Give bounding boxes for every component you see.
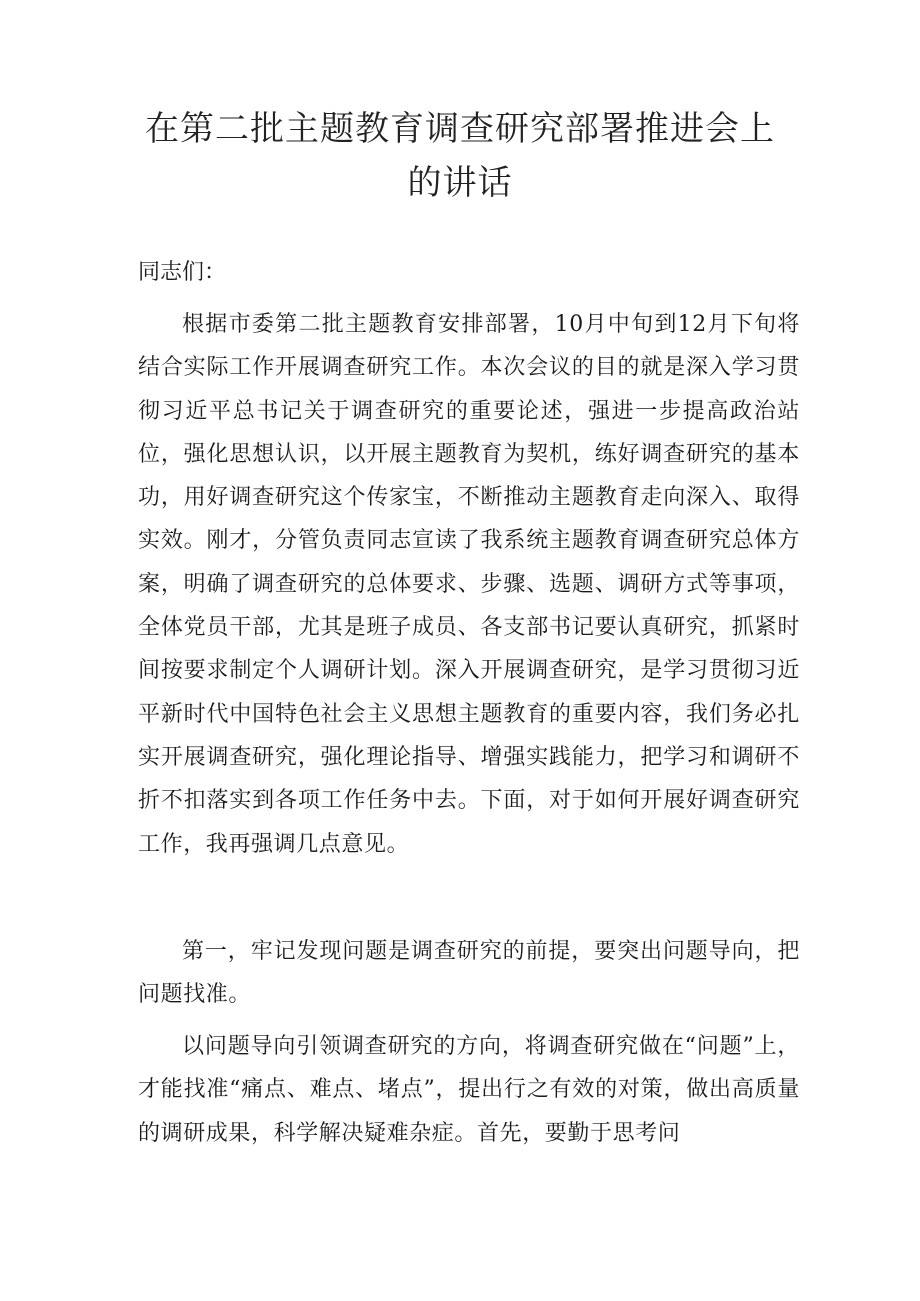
salutation: 同志们： <box>138 260 227 285</box>
paragraph-intro: 根据市委第二批主题教育安排部署，10月中旬到12月下旬将结合实际工作开展调查研究工作。本次会议的目的就是深入学习贯彻习近平总书记关于调查研究的重要论述，强进一步提高政治站位，强化思想认识，以开展主题教育为契机，练好调查研究的基本功，用好调查研究这个传家宝，不断推动主题教育走向深入、取得实效。刚才，分管负责同志宣读了我系统主题教育调查研究总体方案，明确了调查研究的总体要求、步骤、选题、调研方式等事项，全体党员干部，尤其是班子成员、各支部书记要认真研究，抓紧时间按要求制定个人调研计划。深入开展调查研究，是学习贯彻习近平新时代中国特色社会主义思想主题教育的重要内容，我们务必扎实开展调查研究，强化理论指导、增强实践能力，把学习和调研不折不扣落实到各项工作任务中去。下面，对于如何开展好调查研究工作，我再强调几点意见。 <box>138 312 800 857</box>
paragraph-point-one-body: 以问题导向引领调查研究的方向，将调查研究做在“问题”上，才能找准“痛点、难点、堵点”，提出行之有效的对策，做出高质量的调研成果，科学解决疑难杂症。首先，要勤于思考问 <box>138 1034 800 1146</box>
paragraph-point-one-heading: 第一，牢记发现问题是调查研究的前提，要突出问题导向，把问题找准。 <box>138 939 800 1008</box>
document-title: 在第二批主题教育调查研究部署推进会上的讲话 <box>145 109 775 203</box>
